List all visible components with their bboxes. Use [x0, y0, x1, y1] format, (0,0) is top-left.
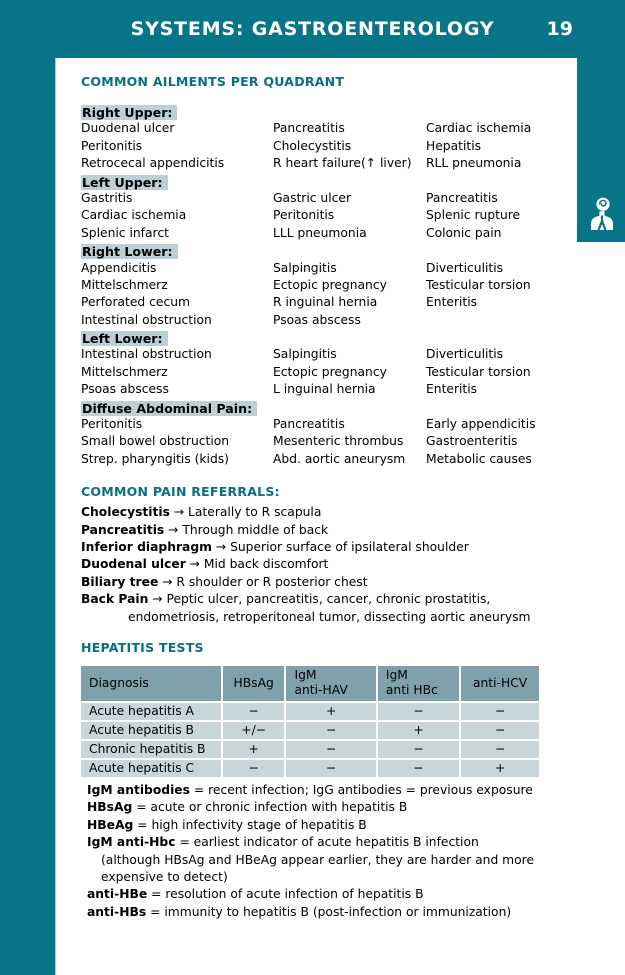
ailment-item: Salpingitis	[273, 347, 337, 362]
ailment-item	[426, 312, 607, 329]
ailment-row	[81, 260, 607, 277]
ailment-row	[81, 294, 607, 311]
ailment-row	[81, 312, 607, 329]
ailment-row	[81, 207, 607, 224]
hepatitis-table-row	[81, 760, 539, 777]
hepatitis-table-header-cell: Diagnosis	[81, 666, 221, 701]
ailment-item: Mesenteric thrombus	[273, 434, 404, 449]
hepatitis-notes	[81, 782, 607, 921]
hepatitis-table-cell: −	[223, 760, 285, 777]
ailment-row	[81, 225, 607, 242]
referral-item-continuation: endometriosis, retroperitoneal tumor, dissecting aortic aneurysm	[128, 609, 531, 624]
hepatitis-table-cell: −	[286, 741, 375, 758]
ailment-item: Ectopic pregnancy	[273, 277, 387, 292]
referral-source: Pancreatitis	[81, 522, 165, 537]
hepatitis-table-row	[81, 741, 539, 758]
ailment-row	[81, 364, 607, 381]
note-term: IgM anti-Hbc	[87, 835, 176, 850]
ailment-row	[81, 155, 607, 172]
ailment-item: Intestinal obstruction	[81, 347, 212, 362]
hepatitis-table-cell: −	[461, 703, 539, 720]
ailment-row	[81, 416, 607, 433]
ailment-item: Splenic rupture	[426, 208, 521, 223]
hepatitis-table-cell: −	[378, 760, 459, 777]
ailment-item: Intestinal obstruction	[81, 312, 212, 327]
ailment-item: Gastric ulcer	[273, 190, 352, 205]
ailment-row	[81, 120, 607, 137]
hepatitis-table	[79, 664, 541, 779]
ailment-row	[81, 381, 607, 398]
ailment-item: Duodenal ulcer	[81, 121, 175, 136]
referral-source: Duodenal ulcer	[81, 557, 186, 572]
note-line: anti-HBs = immunity to hepatitis B (post-infection or immunization)	[87, 904, 512, 919]
note-term: IgM antibodies	[87, 782, 190, 797]
note-line: anti-HBe = resolution of acute infection of hepatitis B	[87, 887, 424, 902]
hepatitis-table-cell: +/−	[223, 722, 285, 739]
section-heading-quadrants: COMMON AILMENTS PER QUADRANT	[81, 74, 345, 89]
ailment-item: Ectopic pregnancy	[273, 364, 387, 379]
hepatitis-table-header-cell: IgM anti HBc	[378, 666, 459, 701]
note-term: HBsAg	[87, 800, 133, 815]
quadrant-group-label-row	[81, 173, 607, 190]
page-number: 19	[546, 18, 573, 40]
ailment-item: R inguinal hernia	[273, 295, 378, 310]
referral-source: Biliary tree	[81, 574, 159, 589]
ailment-item: RLL pneumonia	[426, 156, 522, 171]
referral-item: Duodenal ulcer → Mid back discomfort	[81, 557, 329, 572]
note-term: anti-HBs	[87, 904, 147, 919]
hepatitis-table-header-cell: IgM anti-HAV	[286, 666, 375, 701]
ailment-item: Splenic infarct	[81, 225, 169, 240]
hepatitis-table-cell: Chronic hepatitis B	[81, 741, 221, 758]
ailment-item: Colonic pain	[426, 225, 502, 240]
quadrant-group-label-row	[81, 242, 607, 259]
ailment-row	[81, 277, 607, 294]
ailment-item: R heart failure(↑ liver)	[273, 156, 412, 171]
quadrant-group-label-row	[81, 329, 607, 346]
ailment-item: Abd. aortic aneurysm	[273, 451, 406, 466]
referral-source: Back Pain	[81, 592, 149, 607]
ailment-item: Appendicitis	[81, 260, 157, 275]
section-heading-hepatitis: HEPATITIS TESTS	[81, 639, 204, 655]
page-title: SYSTEMS: GASTROENTEROLOGY	[130, 18, 495, 40]
ailment-item: Pancreatitis	[273, 121, 345, 136]
ailment-item: Small bowel obstruction	[81, 434, 230, 449]
hepatitis-table-row	[81, 722, 539, 739]
page-header	[0, 0, 625, 58]
ailment-item: Peritonitis	[81, 138, 143, 153]
hepatitis-table-cell: −	[286, 722, 375, 739]
anatomy-head-torso-icon	[588, 196, 614, 230]
hepatitis-table-row	[81, 703, 539, 720]
quadrant-group-label-row	[81, 103, 607, 120]
hepatitis-table-cell: −	[378, 741, 459, 758]
hepatitis-table-cell: −	[378, 703, 459, 720]
ailment-item: Cholecystitis	[273, 138, 352, 153]
referral-item: Biliary tree → R shoulder or R posterior chest	[81, 574, 368, 589]
ailment-row	[81, 190, 607, 207]
note-term: anti-HBe	[87, 887, 148, 902]
referral-list	[81, 504, 607, 626]
hepatitis-table-head-row	[81, 666, 539, 701]
hepatitis-table-cell: −	[286, 760, 375, 777]
hepatitis-table-cell: +	[461, 760, 539, 777]
hepatitis-table-cell: Acute hepatitis A	[81, 703, 221, 720]
ailment-item: Diverticulitis	[426, 260, 504, 275]
hepatitis-table-cell: −	[461, 722, 539, 739]
ailment-row	[81, 451, 607, 468]
hepatitis-table-header-cell: anti-HCV	[461, 666, 539, 701]
referral-item: Cholecystitis → Laterally to R scapula	[81, 505, 322, 520]
ailment-row	[81, 346, 607, 363]
ailment-item: Testicular torsion	[426, 364, 531, 379]
ailment-item: Gastritis	[81, 190, 133, 205]
quadrant-group-label: Left Lower:	[81, 331, 168, 346]
quadrant-group-label-row	[81, 399, 607, 416]
ailment-item: Pancreatitis	[273, 417, 345, 432]
ailment-item: Diverticulitis	[426, 347, 504, 362]
ailment-item: Early appendicitis	[426, 417, 536, 432]
hepatitis-table-body	[81, 703, 539, 777]
ailment-item: Salpingitis	[273, 260, 337, 275]
ailment-item: Cardiac ischemia	[81, 208, 187, 223]
ailment-row	[81, 433, 607, 450]
note-line: expensive to detect)	[101, 869, 228, 884]
section-edge-tab	[577, 58, 625, 242]
ailment-item: Gastroenteritis	[426, 434, 518, 449]
hepatitis-table-cell: Acute hepatitis B	[81, 722, 221, 739]
ailment-item: LLL pneumonia	[273, 225, 367, 240]
hepatitis-table-cell: Acute hepatitis C	[81, 760, 221, 777]
ailment-item: Mittelschmerz	[81, 364, 168, 379]
hepatitis-table-cell: +	[286, 703, 375, 720]
ailment-item: Pancreatitis	[426, 190, 498, 205]
ailment-item: Testicular torsion	[426, 277, 531, 292]
note-line: (although HBsAg and HBeAg appear earlier, they are harder and more	[101, 852, 535, 867]
referral-item: Inferior diaphragm → Superior surface of ipsilateral shoulder	[81, 539, 469, 554]
referral-source: Cholecystitis	[81, 505, 170, 520]
hepatitis-table-cell: +	[378, 722, 459, 739]
ailment-item: Psoas abscess	[81, 382, 169, 397]
ailment-item: Retrocecal appendicitis	[81, 156, 225, 171]
referral-source: Inferior diaphragm	[81, 539, 212, 554]
quadrant-groups	[81, 103, 607, 468]
quadrant-group-label: Left Upper:	[81, 175, 168, 190]
hepatitis-table-cell: −	[223, 703, 285, 720]
ailment-item: Enteritis	[426, 382, 478, 397]
ailment-item: Hepatitis	[426, 138, 482, 153]
note-line: IgM antibodies = recent infection; IgG antibodies = previous exposure	[87, 782, 533, 797]
note-line: HBeAg = high infectivity stage of hepatitis B	[87, 817, 367, 832]
referral-item: Pancreatitis → Through middle of back	[81, 522, 329, 537]
referral-item: Back Pain → Peptic ulcer, pancreatitis, cancer, chronic prostatitis,	[81, 592, 491, 607]
note-line: IgM anti-Hbc = earliest indicator of acute hepatitis B infection	[87, 835, 479, 850]
ailment-item: Enteritis	[426, 295, 478, 310]
note-line: HBsAg = acute or chronic infection with hepatitis B	[87, 800, 408, 815]
ailment-item: Psoas abscess	[273, 312, 361, 327]
ailment-item: Cardiac ischemia	[426, 121, 532, 136]
note-term: HBeAg	[87, 817, 134, 832]
quadrant-group-label: Right Upper:	[81, 105, 177, 120]
hepatitis-table-cell: −	[461, 741, 539, 758]
ailment-item: Peritonitis	[273, 208, 335, 223]
ailment-item: Metabolic causes	[426, 451, 532, 466]
ailment-item: Mittelschmerz	[81, 277, 168, 292]
hepatitis-table-cell: +	[223, 741, 285, 758]
hepatitis-table-header-cell: HBsAg	[223, 666, 285, 701]
ailment-item: Perforated cecum	[81, 295, 191, 310]
ailment-item: Peritonitis	[81, 417, 143, 432]
content-card	[55, 58, 625, 975]
ailment-row	[81, 138, 607, 155]
quadrant-group-label: Diffuse Abdominal Pain:	[81, 401, 257, 416]
ailment-item: Strep. pharyngitis (kids)	[81, 451, 229, 466]
ailment-item: L inguinal hernia	[273, 382, 376, 397]
section-heading-referrals: COMMON PAIN REFERRALS:	[81, 484, 280, 500]
quadrant-group-label: Right Lower:	[81, 244, 178, 259]
